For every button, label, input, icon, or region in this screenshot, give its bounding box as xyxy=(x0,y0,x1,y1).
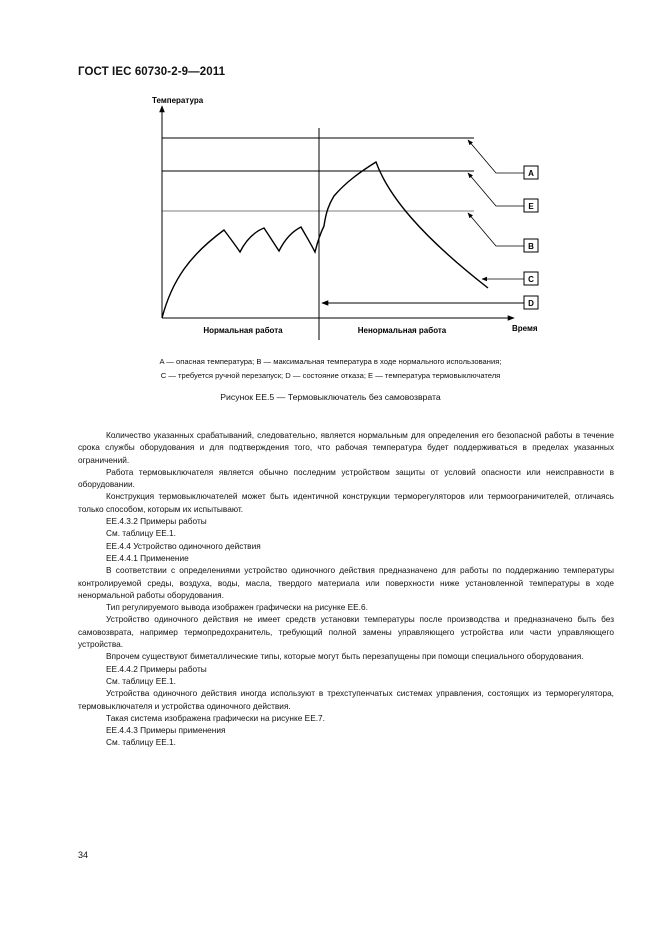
body-paragraph: См. таблицу ЕЕ.1. xyxy=(106,528,176,539)
body-paragraph: Устройства одиночного действия иногда используют в трехступенчатых системах управления, состоящих из терморегулятора, термовыключателя и устройства одиночного действия. xyxy=(78,688,614,711)
level-label-c: C xyxy=(528,275,534,284)
body-paragraph: ЕЕ.4.3.2 Примеры работы xyxy=(106,516,207,527)
body-text xyxy=(78,429,614,749)
body-paragraph: См. таблицу ЕЕ.1. xyxy=(106,737,176,748)
leader-e xyxy=(468,173,524,206)
body-paragraph: См. таблицу ЕЕ.1. xyxy=(106,675,176,686)
body-paragraph: Работа термовыключателя является обычно последним устройством защиты от условий опасности или неисправности в оборудовании. xyxy=(78,466,614,490)
temperature-curve xyxy=(162,162,488,318)
body-paragraph: ЕЕ.4.4.3 Примеры применения xyxy=(106,725,226,736)
figure-legend-line-1: A — опасная температура; B — максимальная температура в ходе нормального использования; xyxy=(159,357,502,366)
y-axis-label: Температура xyxy=(152,96,204,105)
figure-title: Рисунок ЕЕ.5 — Термовыключатель без самовозврата xyxy=(220,392,441,402)
level-label-e: E xyxy=(528,202,534,211)
level-label-b: B xyxy=(528,242,534,251)
figure-legend-line-2: C — требуется ручной перезапуск; D — состояние отказа; E — температура термовыключателя xyxy=(160,371,501,380)
body-paragraph: Устройство одиночного действия не имеет средств установки температуры после производства и предназначено быть без самовозврата, например термопредохранитель, требующий полной замены управляющего устройства или части управляющего устройства. xyxy=(78,614,614,650)
body-paragraph: Количество указанных срабатываний, следовательно, является нормальным для определения его безопасной работы в течение срока службы оборудования и для подтверждения того, что рабочая температура будет поддерживаться в пределах указанных ограничений. xyxy=(78,430,614,465)
page-number: 34 xyxy=(78,850,89,860)
body-paragraph: Тип регулируемого вывода изображен графически на рисунке ЕЕ.6. xyxy=(106,602,368,613)
leader-b xyxy=(468,213,524,246)
level-label-a: A xyxy=(528,169,534,178)
x-axis-label: Время xyxy=(512,324,538,333)
region-label-abnormal: Ненормальная работа xyxy=(357,326,447,335)
level-label-d: D xyxy=(528,299,534,308)
leader-a xyxy=(468,140,524,173)
body-paragraph: ЕЕ.4.4.1 Применение xyxy=(106,552,189,563)
body-paragraph: Такая система изображена графически на рисунке ЕЕ.7. xyxy=(106,712,325,723)
body-paragraph: Впрочем существуют биметаллические типы, которые могут быть перезапущены при помощи специального оборудования. xyxy=(106,651,584,662)
body-paragraph: В соответствии с определениями устройство одиночного действия предназначено для работы по поддержанию температуры контролируемой среды, воздуха, воды, масла, твердого материала или поверхности ниже установленной температуры в ходе ненормальной работы оборудования. xyxy=(78,565,614,600)
region-label-normal: Нормальная работа xyxy=(203,326,283,335)
body-paragraph: ЕЕ.4.4 Устройство одиночного действия xyxy=(106,540,261,551)
document-header: ГОСТ IEC 60730-2-9—2011 xyxy=(78,66,226,78)
body-paragraph: Конструкция термовыключателей может быть идентичной конструкции терморегуляторов или термоограничителей, отличаясь только способом, которым их испытывают. xyxy=(78,491,614,514)
figure-ee5 xyxy=(0,0,661,400)
body-paragraph: ЕЕ.4.4.2 Примеры работы xyxy=(106,663,207,674)
